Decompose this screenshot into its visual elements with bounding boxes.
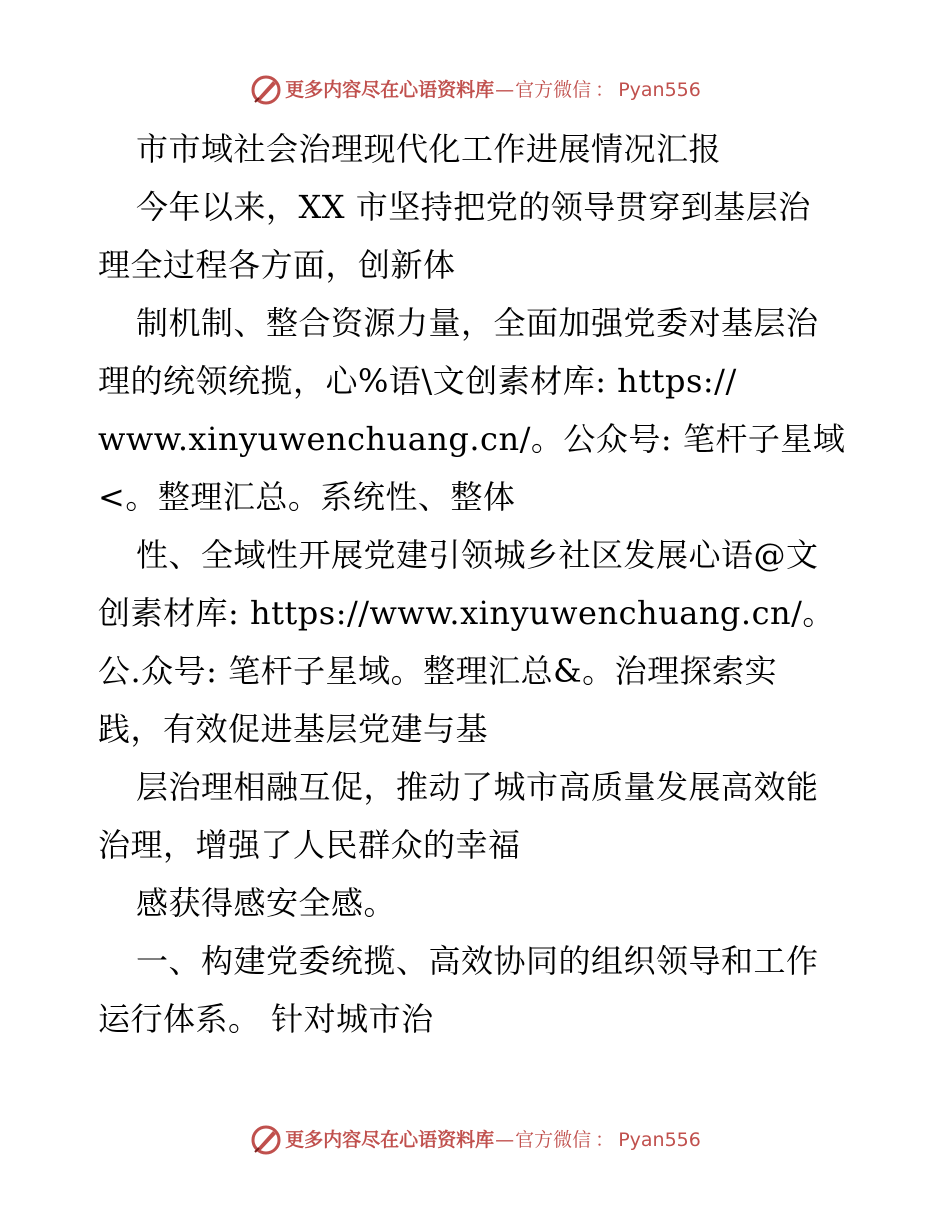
text-line: 治理，增强了人民群众的幸福 (98, 826, 521, 864)
banner-separator: ： (595, 1128, 615, 1151)
footer-watermark-banner (0, 1120, 950, 1160)
text-line: <。整理汇总。系统性、整体 (98, 478, 516, 516)
banner-separator: ： (595, 78, 615, 101)
banner-text: 更多内容尽在心语资料库 (285, 78, 495, 101)
banner-handle: Pyan556 (618, 1128, 701, 1151)
header-watermark-banner (0, 70, 950, 110)
banner-official-label: 官方微信 (515, 1128, 592, 1151)
text-line: 理的统领统揽，心%语\文创素材库: https:// (98, 362, 737, 400)
banner-handle: Pyan556 (618, 78, 701, 101)
text-line: 今年以来，XX 市坚持把党的领导贯穿到基层治 (136, 188, 811, 226)
banner-official-label: 官方微信 (515, 78, 592, 101)
text-line: www.xinyuwenchuang.cn/。公众号: 笔杆子星域 (98, 420, 846, 458)
text-line: 理全过程各方面，创新体 (98, 246, 456, 284)
text-line: 践，有效促进基层党建与基 (98, 710, 489, 748)
banner-text: 更多内容尽在心语资料库 (285, 1128, 495, 1151)
quill-pen-logo-icon (249, 73, 283, 107)
text-line: 感获得感安全感。 (136, 884, 397, 922)
document-title: 市市域社会治理现代化工作进展情况汇报 (136, 130, 722, 168)
text-line: 创素材库: https://www.xinyuwenchuang.cn/。 (98, 594, 835, 632)
text-line: 层治理相融互促，推动了城市高质量发展高效能 (136, 768, 819, 806)
text-line: 运行体系。 针对城市治 (98, 1000, 434, 1038)
text-line: 性、全域性开展党建引领城乡社区发展心语@文 (136, 536, 819, 574)
banner-dash: — (495, 1128, 515, 1151)
text-line: 公.众号: 笔杆子星域。整理汇总&。治理探索实 (98, 652, 778, 690)
document-body (98, 120, 858, 1048)
section-heading: 一、构建党委统揽、高效协同的组织领导和工作 (136, 942, 819, 980)
quill-pen-logo-icon (249, 1123, 283, 1157)
banner-dash: — (495, 78, 515, 101)
text-line: 制机制、整合资源力量，全面加强党委对基层治 (136, 304, 819, 342)
